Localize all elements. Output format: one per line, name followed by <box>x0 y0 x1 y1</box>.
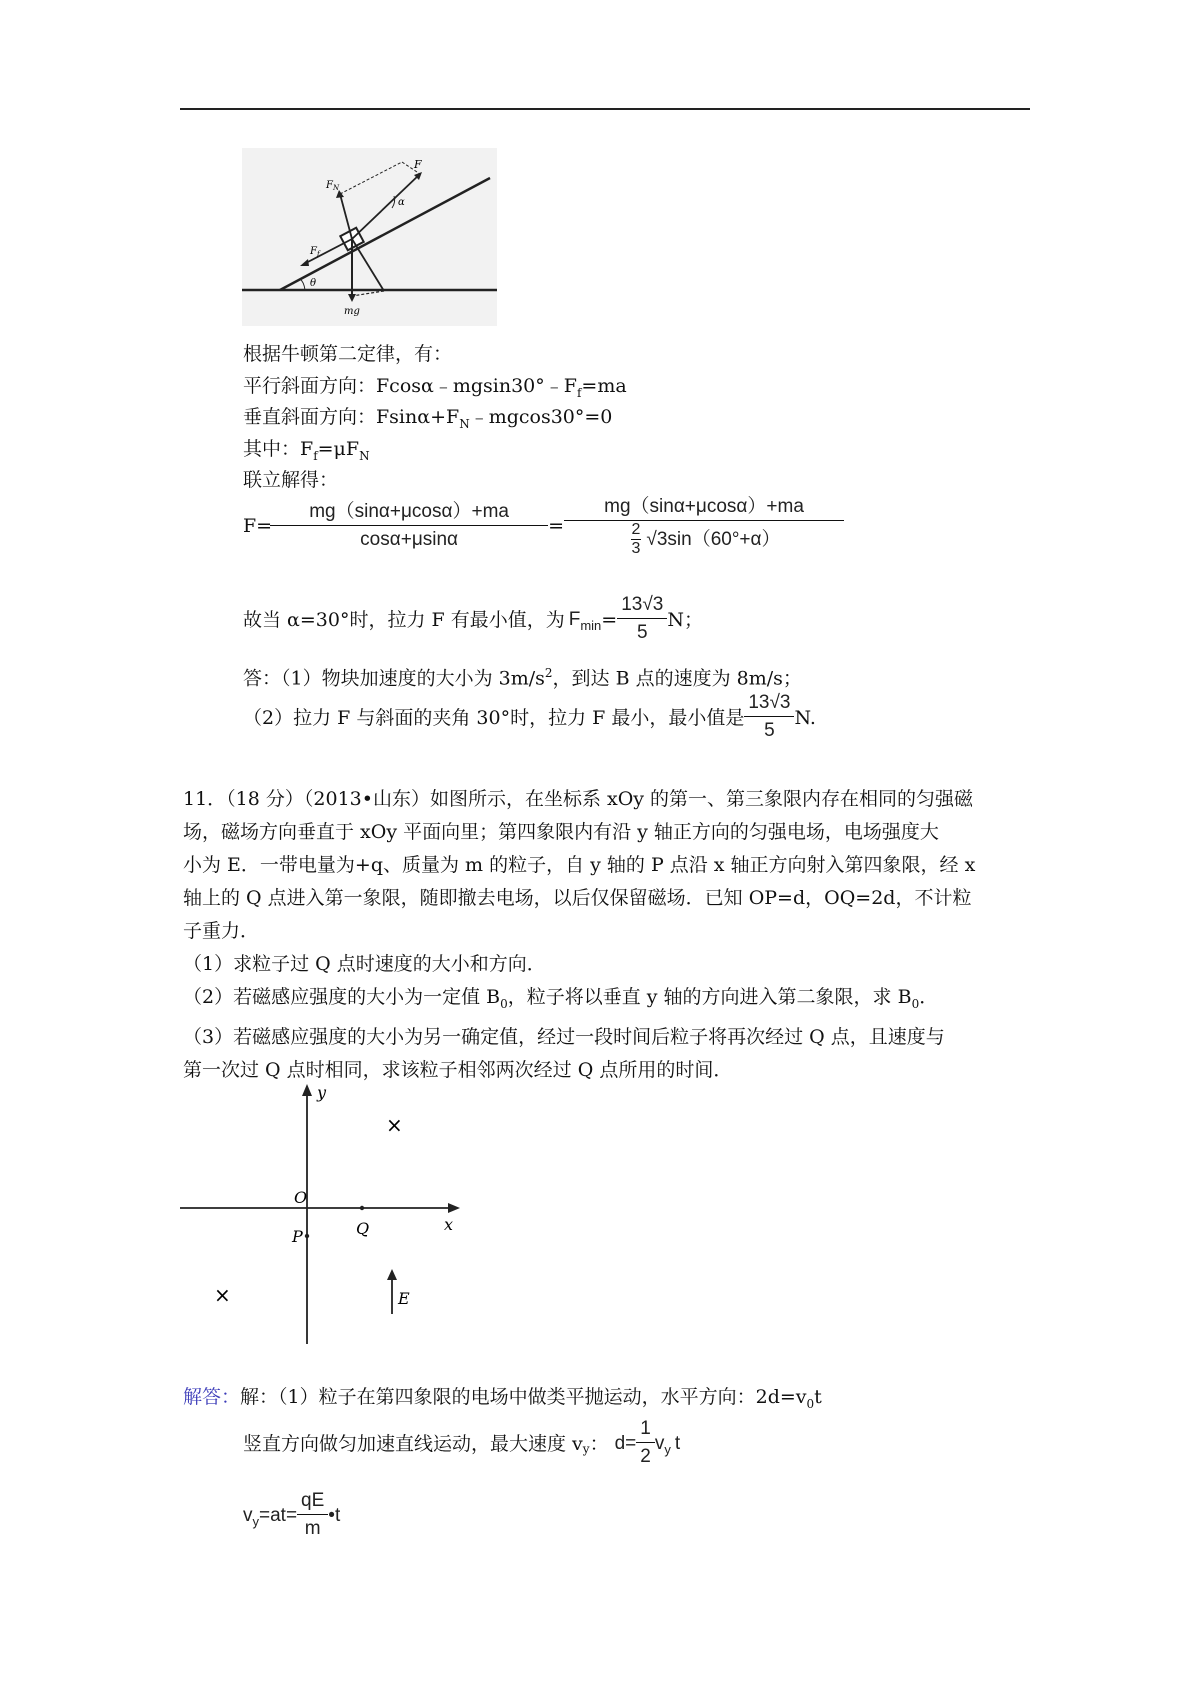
parallel-eq: 平行斜面方向：$Fcos\alpha﹣mgsin30^\circ﹣F_f=ma$ <box>243 375 627 400</box>
field-E-label: E <box>398 1289 410 1308</box>
q11-sub-2: （2）若磁感应强度的大小为一定值 $B_0$，粒子将以垂直 y 轴的方向进入第二象限，求 $B_0$． <box>183 986 939 1011</box>
svg-text:N: N <box>333 184 340 192</box>
solution-line-2: 竖直方向做匀加速直线运动，最大速度 v $_y$ ： d= $\frac{1}{2}$ v $_y$ t <box>243 1418 681 1467</box>
q11-line: 场，磁场方向垂直于 xOy 平面向里；第四象限内有沿 y 轴正方向的匀强电场，电场强度大 <box>183 821 939 843</box>
perpendicular-eq: 垂直斜面方向：$Fsin\alpha+F_N﹣mgcos30^\circ=0$ <box>243 406 613 431</box>
y-axis-label: y <box>317 1083 327 1102</box>
q11-line: 11．（18 分）（2013•山东）如图所示，在坐标系 xOy 的第一、第三象限内存在相同的匀强磁 <box>183 788 974 810</box>
label-theta: θ <box>310 278 317 289</box>
question-11 <box>183 783 1033 1087</box>
force-formula: F= $\frac{mg(\sin\alpha+\mu\cos\alpha)+ma}{\cos\alpha+\mu\sin\alpha}$ = mg（sinα+μcosα）+ma $\frac{2}{3}$ √3sin（60°+α） <box>243 494 844 558</box>
newton-intro: 根据牛顿第二定律，有： <box>243 343 453 365</box>
svg-text:f: f <box>317 250 320 258</box>
magnetic-field-cross-q1: × <box>386 1113 403 1137</box>
label-Ff: F <box>310 246 317 257</box>
label-FN: F <box>326 180 333 191</box>
point-P-label: P <box>292 1227 303 1246</box>
q11-line: 轴上的 Q 点进入第一象限，随即撤去电场，以后仅保留磁场．已知 OP=d，OQ=2d，不计粒 <box>183 887 972 909</box>
solution-line-1: 解答：解：（1）粒子在第四象限的电场中做类平抛运动，水平方向：$2d=v_0t$ <box>183 1386 822 1411</box>
coordinate-diagram <box>180 1082 470 1344</box>
label-alpha: α <box>398 197 405 208</box>
solution-label: 解答： <box>183 1386 241 1408</box>
answer-1: 答：（1）物块加速度的大小为 $3m/s^2$，到达 B 点的速度为 8m/s； <box>243 666 802 690</box>
label-F: F <box>414 158 422 171</box>
solve-label: 联立解得： <box>243 469 339 491</box>
solution-line-3: v $_y$ =at= $\frac{qE}{m}$ •t <box>243 1490 341 1539</box>
label-mg: mg <box>344 306 360 317</box>
header-rule <box>180 108 1030 110</box>
min-force-line: 故当 α=30°时，拉力 F 有最小值，为 F $_{min}$ = $\frac{13√3}{5}$ N； <box>243 594 703 643</box>
q11-line: 小为 E．一带电量为+q、质量为 m 的粒子，自 y 轴的 P 点沿 x 轴正方向射入第四象限，经 x <box>183 854 976 876</box>
point-Q-label: Q <box>356 1219 370 1238</box>
answer-2: （2）拉力 F 与斜面的夹角 30°时，拉力 F 最小，最小值是 $\frac{13√3}{5}$ N. <box>243 692 816 741</box>
q11-sub-3: （3）若磁感应强度的大小为另一确定值，经过一段时间后粒子将再次经过 Q 点，且速度与 <box>183 1025 945 1048</box>
origin-label: O <box>294 1188 308 1207</box>
x-axis-label: x <box>444 1215 454 1234</box>
q11-sub-1: （1）求粒子过 Q 点时速度的大小和方向． <box>183 953 546 975</box>
magnetic-field-cross-q3: × <box>214 1283 231 1307</box>
q11-line: 子重力． <box>183 920 260 942</box>
friction-eq: 其中：$F_f=\mu F_N$ <box>243 438 370 463</box>
incline-force-diagram <box>242 148 497 326</box>
q11-sub-3-cont: 第一次过 Q 点时相同，求该粒子相邻两次经过 Q 点所用的时间． <box>183 1058 733 1081</box>
